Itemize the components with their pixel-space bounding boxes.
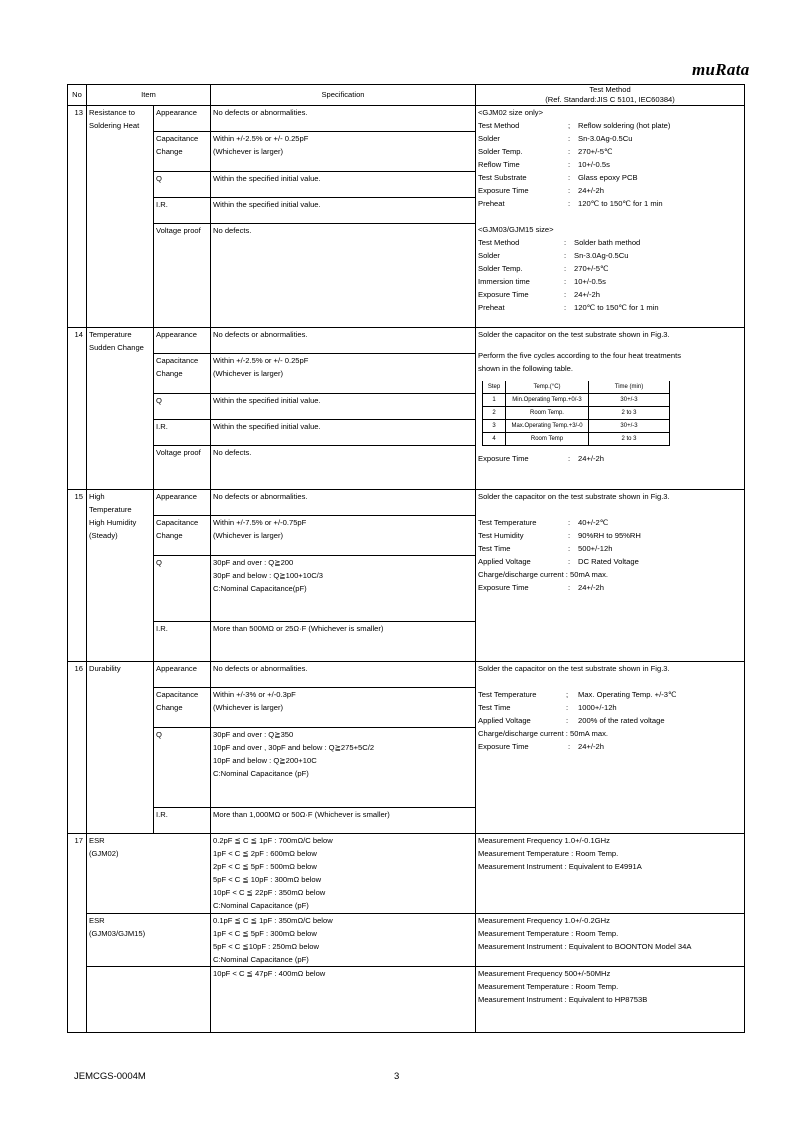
method-cell — [476, 106, 745, 328]
text-line: 0.1pF ≦ C ≦ 1pF : 350mΩ/C below — [213, 916, 333, 925]
text-line: C:Nominal Capacitance(pF) — [213, 584, 307, 593]
steps-cell: 3 — [483, 420, 506, 433]
text-line: Voltage proof — [156, 448, 201, 457]
method-line — [478, 688, 742, 701]
steps-row — [483, 420, 670, 433]
method-value: Sn-3.0Ag-0.5Cu — [578, 134, 633, 143]
method-value: Glass epoxy PCB — [578, 173, 638, 182]
method-cell: Solder the capacitor on the test substrate shown in Fig.3. Test Temperature : 40+/-2℃ Test Humidity : 90%RH to 95%RH Test Time : 500+/-12h Applied Voltage : DC Rated Voltage Charge/discharge current : 50mA max. Exposure Time : 24+/-2h — [476, 490, 745, 662]
text-line: Measurement Frequency 1.0+/-0.1GHz — [478, 836, 610, 845]
text-line: (Whichever is larger) — [213, 147, 284, 156]
spec-cell — [211, 224, 476, 328]
sub-item — [154, 224, 211, 328]
method-line — [478, 275, 742, 288]
spec-cell — [211, 172, 476, 198]
col-item: Item — [87, 85, 211, 106]
method-sep: : — [564, 264, 567, 273]
text-line: Appearance — [156, 492, 197, 501]
text-line: 10pF and below : Q≧200+10C — [213, 756, 317, 765]
method-value: 1000+/-12h — [578, 703, 617, 712]
method-key: Solder — [478, 134, 500, 143]
test-number: 15 — [68, 490, 87, 662]
text-line: Appearance — [156, 330, 197, 339]
sub-item — [154, 420, 211, 446]
method-sep: : — [568, 557, 571, 566]
text-line: ESR — [89, 916, 105, 925]
method-value: 270+/-5℃ — [574, 264, 609, 273]
header-row — [68, 85, 745, 106]
text-line: 5pF < C ≦10pF : 250mΩ below — [213, 942, 319, 951]
method-value: Reflow soldering (hot plate) — [578, 121, 671, 130]
spec-cell — [211, 728, 476, 808]
text-line: Appearance — [156, 664, 197, 673]
spec-table — [67, 84, 745, 1033]
steps-cell: 1 — [483, 394, 506, 407]
spec-cell — [211, 967, 476, 1033]
method-sep: : — [568, 199, 571, 208]
text-line: Q — [156, 174, 162, 183]
text-line: I.R. — [156, 624, 168, 633]
method-key: Test Temperature — [478, 518, 537, 527]
method-value: 500+/-12h — [578, 544, 613, 553]
sub-row — [68, 490, 745, 516]
sub-item — [154, 172, 211, 198]
method-key: Applied Voltage — [478, 557, 531, 566]
esr-row-other — [68, 967, 745, 1033]
method-sep: : — [564, 238, 567, 247]
text-line: No defects or abnormalities. — [213, 492, 308, 501]
method-line — [478, 714, 742, 727]
sub-item — [154, 106, 211, 132]
method-sep: : — [568, 147, 571, 156]
method-value: 120℃ to 150℃ for 1 min — [578, 199, 663, 208]
test-item — [87, 834, 211, 914]
text-line: C:Nominal Capacitance (pF) — [213, 955, 309, 964]
method-value: 90%RH to 95%RH — [578, 531, 641, 540]
spec-cell — [211, 394, 476, 420]
method-line — [478, 555, 742, 568]
spec-cell — [211, 622, 476, 662]
method-sep: : — [568, 186, 571, 195]
method-key: Solder Temp. — [478, 264, 523, 273]
method-line — [478, 262, 742, 275]
sub-row — [68, 662, 745, 688]
text-line: High Humidity — [89, 518, 137, 527]
spec-cell — [211, 420, 476, 446]
method-line — [478, 542, 742, 555]
test-number: 13 — [68, 106, 87, 328]
method-key: Solder — [478, 251, 500, 260]
method-value: 200% of the rated voltage — [578, 716, 665, 725]
text-line: Within +/-3% or +/-0.3pF — [213, 690, 296, 699]
method-line — [478, 171, 742, 184]
sub-item — [154, 328, 211, 354]
method-key: Solder Temp. — [478, 147, 523, 156]
text-line: More than 1,000MΩ or 50Ω·F (Whichever is smaller) — [213, 810, 390, 819]
test-item — [87, 106, 154, 328]
sub-item — [154, 446, 211, 490]
steps-header: Time (min) — [589, 381, 670, 394]
spec-cell — [211, 490, 476, 516]
method-sep: : — [564, 290, 567, 299]
steps-header: Step — [483, 381, 506, 394]
text-line: (Whichever is larger) — [213, 531, 284, 540]
text-line: Within the specified initial value. — [213, 174, 321, 183]
sub-item — [154, 516, 211, 556]
steps-row — [483, 433, 670, 446]
spec-cell — [211, 834, 476, 914]
method-key: Test Humidity — [478, 531, 524, 540]
text-line: 1pF < C ≦ 5pF : 300mΩ below — [213, 929, 317, 938]
col-method: Test Method (Ref. Standard:JIS C 5101, IEC60384) — [476, 85, 745, 106]
text-line: 5pF < C ≦ 10pF : 300mΩ below — [213, 875, 322, 884]
method-key: Reflow Time — [478, 160, 520, 169]
text-line: No defects or abnormalities. — [213, 108, 308, 117]
method-line — [478, 184, 742, 197]
method-value: 10+/-0.5s — [574, 277, 606, 286]
method-key: Immersion time — [478, 277, 530, 286]
method-sep: : — [564, 303, 567, 312]
test-item — [87, 328, 154, 490]
steps-cell: 30+/-3 — [589, 420, 670, 433]
text-line: 10pF and over , 30pF and below : Q≧275+5C/2 — [213, 743, 375, 752]
method-value: 10+/-0.5s — [578, 160, 610, 169]
text-line: (Steady) — [89, 531, 118, 540]
spec-cell — [211, 914, 476, 967]
text-line: Capacitance — [156, 134, 199, 143]
text-line: (Whichever is larger) — [213, 703, 284, 712]
method-sep: ; — [568, 121, 571, 130]
sub-item — [154, 662, 211, 688]
text-line: Within the specified initial value. — [213, 422, 321, 431]
text-line: Within +/-2.5% or +/- 0.25pF — [213, 356, 309, 365]
text-line: Capacitance — [156, 518, 199, 527]
method-value: 24+/-2h — [574, 290, 600, 299]
test-number: 14 — [68, 328, 87, 490]
text-line: Change — [156, 531, 183, 540]
steps-header: Temp.(°C) — [506, 381, 589, 394]
method-key: Test Time — [478, 544, 511, 553]
method-line — [478, 119, 742, 132]
method-line — [478, 516, 742, 529]
text-line: Within the specified initial value. — [213, 200, 321, 209]
method-key: Test Temperature — [478, 690, 537, 699]
method-heading: <GJM03/GJM15 size> — [478, 225, 554, 234]
text-line: (Whichever is larger) — [213, 369, 284, 378]
text-line: Temperature — [89, 330, 132, 339]
steps-cell: 30+/-3 — [589, 394, 670, 407]
col-spec: Specification — [211, 85, 476, 106]
method-value: 270+/-5℃ — [578, 147, 613, 156]
text-line: ESR — [89, 836, 105, 845]
steps-cell: Room Temp — [506, 433, 589, 446]
text-line: No defects. — [213, 226, 252, 235]
heat-treatment-table — [482, 381, 670, 446]
text-line: 2pF < C ≦ 5pF : 500mΩ below — [213, 862, 317, 871]
method-value: Sn-3.0Ag-0.5Cu — [574, 251, 629, 260]
spec-cell — [211, 556, 476, 622]
text-line: Change — [156, 147, 183, 156]
text-line: High — [89, 492, 105, 501]
method-key: Preheat — [478, 303, 505, 312]
text-line: Soldering Heat — [89, 121, 140, 130]
method-key: Preheat — [478, 199, 505, 208]
text-line: I.R. — [156, 200, 168, 209]
sub-row — [68, 328, 745, 354]
method-cell — [476, 967, 745, 1033]
text-line: Change — [156, 369, 183, 378]
method-line — [478, 288, 742, 301]
text-line: Measurement Temperature : Room Temp. — [478, 849, 619, 858]
method-cell — [476, 834, 745, 914]
steps-cell: Max.Operating Temp.+3/-0 — [506, 420, 589, 433]
text-line: More than 500MΩ or 25Ω·F (Whichever is smaller) — [213, 624, 384, 633]
text-line: Within the specified initial value. — [213, 396, 321, 405]
text-line: No defects or abnormalities. — [213, 330, 308, 339]
steps-row — [483, 407, 670, 420]
text-line: Measurement Temperature : Room Temp. — [478, 929, 619, 938]
text-line: Durability — [89, 664, 121, 673]
method-heading: <GJM02 size only> — [478, 108, 543, 117]
method-key: Exposure Time — [478, 290, 529, 299]
text-line: Change — [156, 703, 183, 712]
text-line: Within +/-2.5% or +/- 0.25pF — [213, 134, 309, 143]
text-line: 30pF and over : Q≧350 — [213, 730, 294, 739]
spec-cell — [211, 688, 476, 728]
method-line — [478, 529, 742, 542]
method-value: Solder bath method — [574, 238, 641, 247]
text-line: No defects or abnormalities. — [213, 664, 308, 673]
spec-cell — [211, 516, 476, 556]
text-line: (GJM02) — [89, 849, 119, 858]
method-sep: : — [568, 531, 571, 540]
text-line: C:Nominal Capacitance (pF) — [213, 769, 309, 778]
sub-item — [154, 490, 211, 516]
method-key: Test Method — [478, 238, 520, 247]
sub-item — [154, 688, 211, 728]
method-cell — [476, 914, 745, 967]
method-line — [478, 158, 742, 171]
doc-number: JEMCGS-0004M — [74, 1071, 146, 1082]
method-sep: : — [568, 134, 571, 143]
col-no: No — [68, 85, 87, 106]
table-body — [68, 106, 745, 1033]
text-line: Measurement Frequency 1.0+/-0.2GHz — [478, 916, 610, 925]
sub-item — [154, 132, 211, 172]
steps-row — [483, 394, 670, 407]
test-item — [87, 490, 154, 662]
method-cell: Solder the capacitor on the test substrate shown in Fig.3. Perform the five cycles according to the four heat treatments shown in the following table. Step Temp.(°C) Time (min) 1 Min.Operating Temp.+0/-3 30+/-3 2 Room Temp. 2 to 3 3 Max.Operating Temp.+3/-0 30+/-3 4 Room Temp 2 to 3 Exposure Time : 24+/-2h — [476, 328, 745, 490]
text-line: Resistance to — [89, 108, 136, 117]
spec-cell — [211, 328, 476, 354]
sub-item — [154, 394, 211, 420]
method-line — [478, 249, 742, 262]
text-line: Appearance — [156, 108, 197, 117]
method-cell: Solder the capacitor on the test substrate shown in Fig.3. Test Temperature ; Max. Operating Temp. +/-3℃ Test Time : 1000+/-12h Applied Voltage : 200% of the rated voltage Charge/discharge current : 50mA max. Exposure Time : 24+/-2h — [476, 662, 745, 834]
text-line: No defects. — [213, 448, 252, 457]
text-line: Sudden Change — [89, 343, 144, 352]
method-sep: ; — [566, 690, 569, 699]
text-line: Q — [156, 396, 162, 405]
method-key: Test Method — [478, 121, 520, 130]
text-line: Within +/-7.5% or +/-0.75pF — [213, 518, 307, 527]
sub-item — [154, 556, 211, 622]
text-line: I.R. — [156, 422, 168, 431]
text-line: I.R. — [156, 810, 168, 819]
method-value: 40+/-2℃ — [578, 518, 609, 527]
method-sep: : — [568, 518, 571, 527]
method-sep: : — [568, 160, 571, 169]
page-number: 3 — [394, 1071, 400, 1082]
method-sep: : — [566, 716, 569, 725]
text-line: Voltage proof — [156, 226, 201, 235]
method-value: 120℃ to 150℃ for 1 min — [574, 303, 659, 312]
test-number: 17 — [68, 834, 87, 1033]
sub-row — [68, 106, 745, 132]
method-line — [478, 197, 742, 210]
spec-cell — [211, 106, 476, 132]
method-line — [478, 301, 742, 314]
text-line: Capacitance — [156, 690, 199, 699]
esr-row-gjm03 — [68, 914, 745, 967]
method-sep: : — [564, 251, 567, 260]
method-sep: : — [564, 277, 567, 286]
test-item — [87, 967, 211, 1033]
test-item — [87, 662, 154, 834]
method-value: Max. Operating Temp. +/-3℃ — [578, 690, 677, 699]
text-line: Temperature — [89, 505, 132, 514]
text-line: Q — [156, 730, 162, 739]
spec-cell — [211, 132, 476, 172]
text-line: Measurement Instrument : Equivalent to HP8753B — [478, 995, 648, 1004]
text-line: (GJM03/GJM15) — [89, 929, 146, 938]
spec-cell — [211, 446, 476, 490]
text-line: Capacitance — [156, 356, 199, 365]
method-value: DC Rated Voltage — [578, 557, 639, 566]
text-line: Measurement Instrument : Equivalent to E4991A — [478, 862, 642, 871]
text-line: 1pF < C ≦ 2pF : 600mΩ below — [213, 849, 317, 858]
method-sep: : — [566, 703, 569, 712]
text-line: 10pF < C ≦ 22pF : 350mΩ below — [213, 888, 326, 897]
text-line: Measurement Instrument : Equivalent to BOONTON Model 34A — [478, 942, 692, 951]
sub-item — [154, 354, 211, 394]
sub-item — [154, 808, 211, 834]
method-sep: : — [568, 173, 571, 182]
spec-cell — [211, 354, 476, 394]
method-line — [478, 145, 742, 158]
text-line: 30pF and below : Q≧100+10C/3 — [213, 571, 324, 580]
spec-cell — [211, 662, 476, 688]
text-line: 30pF and over : Q≧200 — [213, 558, 294, 567]
steps-cell: Room Temp. — [506, 407, 589, 420]
steps-cell: 2 — [483, 407, 506, 420]
method-line — [478, 701, 742, 714]
text-line: 10pF < C ≦ 47pF : 400mΩ below — [213, 969, 326, 978]
esr-row-gjm02 — [68, 834, 745, 914]
steps-cell: 4 — [483, 433, 506, 446]
steps-cell: 2 to 3 — [589, 407, 670, 420]
sub-item — [154, 728, 211, 808]
method-line — [478, 132, 742, 145]
method-key: Exposure Time — [478, 186, 529, 195]
text-line: Measurement Frequency 500+/-50MHz — [478, 969, 611, 978]
spec-cell — [211, 808, 476, 834]
method-key: Test Substrate — [478, 173, 527, 182]
test-number: 16 — [68, 662, 87, 834]
method-line — [478, 236, 742, 249]
method-key: Applied Voltage — [478, 716, 531, 725]
text-line: Measurement Temperature : Room Temp. — [478, 982, 619, 991]
method-sep: : — [568, 544, 571, 553]
sub-item — [154, 198, 211, 224]
steps-cell: 2 to 3 — [589, 433, 670, 446]
steps-cell: Min.Operating Temp.+0/-3 — [506, 394, 589, 407]
method-value: 24+/-2h — [578, 186, 604, 195]
spec-cell — [211, 198, 476, 224]
test-item — [87, 914, 211, 967]
text-line: Q — [156, 558, 162, 567]
method-key: Test Time — [478, 703, 511, 712]
text-line: C:Nominal Capacitance (pF) — [213, 901, 309, 910]
sub-item — [154, 622, 211, 662]
text-line: 0.2pF ≦ C ≦ 1pF : 700mΩ/C below — [213, 836, 333, 845]
brand-logo: muRata — [692, 60, 750, 79]
